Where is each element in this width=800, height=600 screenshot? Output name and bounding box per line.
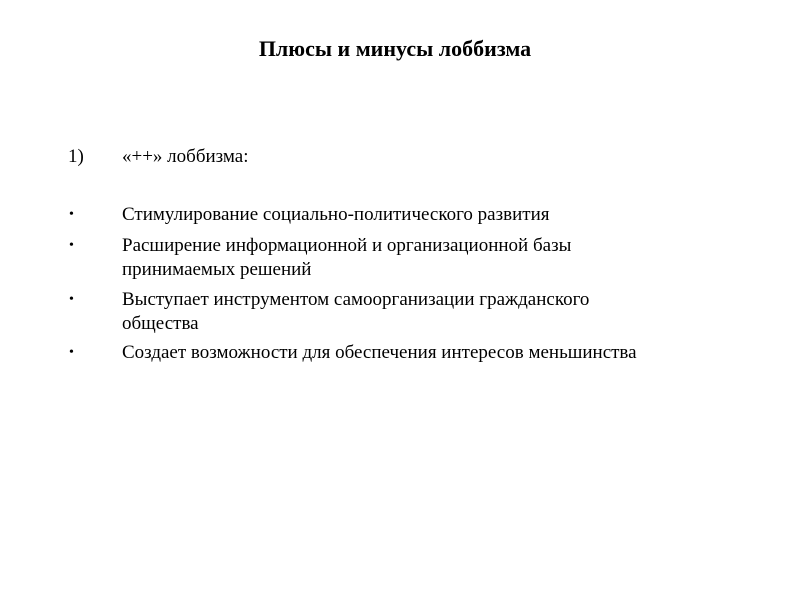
bullet-icon: •	[69, 292, 74, 307]
list-number: 1)	[68, 146, 84, 167]
list-item-text: Расширение информационной и организационной базы	[122, 235, 572, 256]
list-item-text: Создает возможности для обеспечения интересов меньшинства	[122, 342, 637, 363]
numbered-item-text: «++» лоббизма:	[122, 146, 249, 167]
list-item-text: Стимулирование социально-политического развития	[122, 204, 550, 225]
bullet-icon: •	[69, 207, 74, 222]
list-item-text: принимаемых решений	[122, 259, 312, 280]
list-item-text: общества	[122, 313, 199, 334]
bullet-icon: •	[69, 345, 74, 360]
slide-title: Плюсы и минусы лоббизма	[258, 36, 532, 61]
list-item-text: Выступает инструментом самоорганизации гражданского	[122, 289, 590, 310]
bullet-icon: •	[69, 238, 74, 253]
